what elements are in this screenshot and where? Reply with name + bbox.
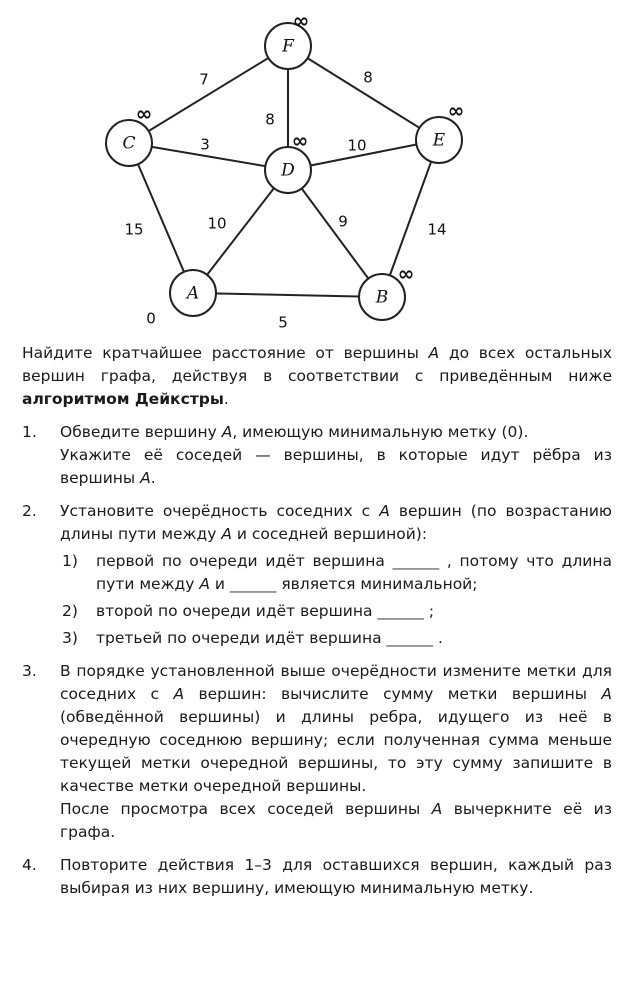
step-number: 4. — [22, 856, 37, 874]
intro-text: Найдите кратчайшее расстояние от вершины — [22, 344, 429, 362]
sub2-text: второй по очереди идёт вершина — [96, 602, 378, 620]
step-1 — [22, 421, 612, 490]
step3-text-4: После просмотра всех соседей вершины — [60, 800, 432, 818]
step2-text-3: и соседней вершиной): — [231, 525, 428, 543]
edge-weight-E-B: 14 — [427, 220, 447, 239]
step-3 — [22, 660, 612, 844]
substep-number: 3) — [62, 629, 78, 647]
answer-blank[interactable]: ______ — [392, 552, 440, 570]
substep-number: 2) — [62, 602, 78, 620]
answer-blank[interactable]: ______ — [229, 575, 277, 593]
sub1-text: первой по очереди идёт вершина — [96, 552, 393, 570]
step3-text-2: вершин: вычислите сумму метки вершины — [184, 685, 602, 703]
node-mark-E: ∞ — [447, 98, 465, 123]
step1-var-2: A — [140, 469, 151, 487]
step2-var: A — [379, 502, 390, 520]
dijkstra-graph — [0, 0, 625, 340]
step3-text: В порядке установленной выше очерёдности измените метки для соседних с — [60, 662, 612, 703]
node-mark-C: ∞ — [135, 101, 153, 126]
answer-blank[interactable]: ______ — [377, 602, 424, 620]
edge-weight-A-B: 5 — [278, 313, 288, 332]
step4-text: Повторите действия 1–3 для оставшихся вершин, каждый раз выбирая из них вершину, имеющую минимальную метку. — [60, 856, 612, 897]
sub1-text-2: , потому что длина пути между — [96, 552, 612, 593]
intro-text-2: до всех остальных вершин графа, действуя в соответствии с приведённым ниже — [22, 344, 612, 385]
sub1-text-4: является минимальной; — [276, 575, 478, 593]
step3-var-3: A — [431, 800, 443, 818]
algorithm-name: алгоритмом Дейкстры — [22, 390, 224, 408]
node-mark-F: ∞ — [292, 8, 310, 33]
edge-weight-D-E: 10 — [347, 136, 367, 155]
edge-F-E — [288, 46, 439, 140]
task-text — [22, 342, 612, 900]
sub3-text: третьей по очереди идёт вершина — [96, 629, 387, 647]
node-label-D: D — [281, 160, 295, 181]
node-label-A: A — [186, 283, 200, 304]
step3-end: вычеркните её из графа. — [60, 800, 612, 841]
substep-2 — [60, 600, 612, 623]
step3-text-3: (обведённой вершины) и длины ребра, идущего из неё в очередную соседнюю вершину; если полученная сумма меньше текущей метки очередной вершины, то эту сумму запишите в качестве метки очередной вершины. — [60, 708, 612, 795]
node-mark-D: ∞ — [291, 128, 309, 153]
edge-C-F — [129, 46, 288, 143]
substep-1 — [60, 550, 612, 596]
intro-var: A — [428, 344, 440, 362]
step-2 — [22, 500, 612, 650]
step2-text-2: вершин (по возрастанию длины пути между — [60, 502, 612, 543]
step-number: 3. — [22, 662, 37, 680]
step1-text-3: Укажите её соседей — вершины, в которые идут рёбра из вершины — [60, 446, 612, 487]
step-number: 2. — [22, 502, 37, 520]
node-mark-A: 0 — [146, 309, 156, 328]
node-label-B: B — [375, 287, 389, 308]
step2-text: Установите очерёдность соседних с — [60, 502, 380, 520]
step1-end: . — [150, 469, 156, 487]
sub1-var: A — [199, 575, 210, 593]
edge-weight-F-E: 8 — [363, 68, 373, 87]
node-label-F: F — [282, 36, 294, 57]
step-4 — [22, 854, 612, 900]
step-number: 1. — [22, 423, 37, 441]
step1-var: A — [221, 423, 233, 441]
node-label-C: C — [122, 133, 136, 154]
step1-text-2: , имеющую минимальную метку (0). — [232, 423, 529, 441]
sub1-text-3: и — [209, 575, 230, 593]
edge-weight-F-D: 8 — [265, 110, 275, 129]
sub3-end: . — [433, 629, 443, 647]
intro-paragraph — [22, 342, 612, 411]
step1-text: Обведите вершину — [60, 423, 222, 441]
node-mark-B: ∞ — [397, 261, 415, 286]
sub2-end: ; — [423, 602, 435, 620]
edge-weight-C-D: 3 — [200, 135, 210, 154]
substep-number: 1) — [62, 552, 78, 570]
edge-C-A — [129, 143, 193, 293]
edge-weight-A-D: 10 — [207, 214, 227, 233]
substep-3 — [60, 627, 612, 650]
step2-var-2: A — [221, 525, 232, 543]
edge-weight-D-B: 9 — [338, 212, 348, 231]
edge-weight-C-F: 7 — [199, 70, 209, 89]
step3-var-2: A — [601, 685, 612, 703]
edge-weight-C-A: 15 — [124, 220, 144, 239]
step3-var: A — [173, 685, 185, 703]
intro-end: . — [223, 390, 229, 408]
graph-nodes — [106, 9, 464, 328]
node-label-E: E — [432, 130, 446, 151]
edge-A-B — [193, 293, 382, 297]
answer-blank[interactable]: ______ — [386, 629, 434, 647]
